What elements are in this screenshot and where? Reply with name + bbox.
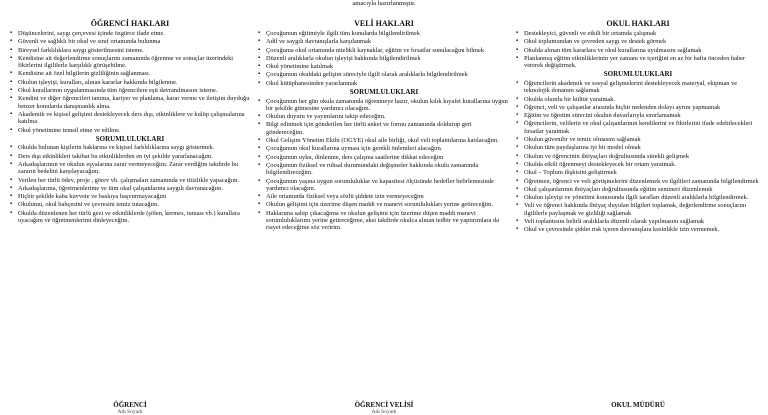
- responsibility-item: ▪ Çocuğumun uyku, dinlenme, ders çalışma saatlerine dikkat edeceğim: [258, 154, 510, 161]
- signature-parent: [258, 401, 510, 415]
- responsibility-item: ▪ Aile ortamında fiziksel veya sözlü şiddete izin vermeyeceğim: [258, 193, 510, 200]
- parent-responsibilities-list: [258, 98, 510, 232]
- right-item: ▪ Çocuğuma okul ortamında nitelikli kaynaklar, eğitim ve fırsatlar sunulacağını bilmek: [258, 47, 510, 54]
- student-responsibilities-heading: SORUMLULUKLARI: [95, 134, 165, 143]
- responsibility-item: ▪ Okulda olumlu bir kültür yaratmak.: [516, 96, 760, 103]
- parent-responsibilities-heading: SORUMLULUKLARI: [349, 88, 419, 97]
- responsibility-item: ▪ Eğitim ve öğretim sürecini okulun duvarlarıyla sınırlamamak: [516, 112, 760, 119]
- responsibility-item: ▪ Arkadaşlarımın ve okulun eşyalarına zarar vermeyeceğim. Zarar verdiğim takdirde bu zararın bedelini karşılayacağım.: [10, 161, 250, 176]
- responsibility-item: ▪ Çocuğumun fiziksel ve ruhsal durumundaki değişmeler hakkında okulu zamanında bilgilendireceğim.: [258, 162, 510, 177]
- signature-principal: [516, 401, 760, 409]
- right-item: ▪ Okul kurallarının uygulanmasında tüm öğrencilere eşit davranılmasını isteme.: [10, 87, 250, 94]
- responsibility-item: ▪ Çocuğumun okul kurallarına uyması için gerekli önlemleri alacağım.: [258, 145, 510, 152]
- responsibility-item: ▪ Okulun duyuru ve yayımlarını takip edeceğim.: [258, 113, 510, 120]
- responsibility-item: ▪ Ders dışı etkinlikleri takibat bu etkinliklerden en iyi şekilde yararlanacağım.: [10, 153, 250, 160]
- responsibility-item: ▪ Okul – Toplum ilişkisini geliştirmek: [516, 169, 760, 176]
- responsibility-item: ▪ Arkadaşlarıma, öğretmenlerime ve tüm okul çalışanlarına saygılı davranacağım.: [10, 185, 250, 192]
- right-item: ▪ Adil ve saygılı davranışlarla karşılanmak: [258, 38, 510, 45]
- responsibility-item: ▪ Okul ve çevresinde şiddet risk içeren davranışlara kesinlikle izin vermemek.: [516, 226, 760, 233]
- responsibility-item: ▪ Okulda düzenlenen her türlü gezi ve etkinliklerde (şölen, kermes, tuması vb.) kurallara uyacağım ve öğretmenlerimi dinleyeceğim.: [10, 210, 250, 225]
- right-item: ▪ Kendini ve diğer öğrencileri tanıma, kariyer ve planlama, karar verme ve iletişim duyduğu benzer konularda danışmanlık alma.: [10, 95, 250, 110]
- intro-note: amacıyla hazırlanmıştır.: [352, 0, 416, 7]
- right-item: ▪ Akademik ve kişisel gelişimi destekleyecek ders dışı, etkinliklere ve kulüp çalışmalarına katılma: [10, 111, 250, 126]
- signature-principal-title: OKUL MÜDÜRÜ: [611, 401, 665, 409]
- right-item: ▪ Düzenli aralıklarla okulun işleyişi hakkında bilgilendirilmek: [258, 55, 510, 62]
- right-item: ▪ Kendisine ait özel bilgilerin gizliliğinin sağlanması.: [10, 70, 250, 77]
- responsibility-item: ▪ Okulun güvenilir ve temiz olmasını sağlamak: [516, 136, 760, 143]
- right-item: ▪ Düşüncelerini, saygı çerçevesi içinde özgürce ifade etme.: [10, 30, 250, 37]
- signature-parent-sub: Adı Soyadı: [371, 409, 397, 415]
- right-item: ▪ Okul kütüphanesinden yararlanmak: [258, 80, 510, 87]
- responsibility-item: ▪ Çocuğumun yaşına uygun sorumluluklar ve kapasitesi ölçüsünde hedefler belirlemesinde yardımcı olacağım.: [258, 178, 510, 193]
- right-item: ▪ Okulda alınan tüm kararlara ve okul kurallarına uyulmasını sağlamak: [516, 47, 760, 54]
- responsibility-item: ▪ Veli toplantısını belirli aralıklarla düzenli olarak yapılmasını sağlamak: [516, 218, 760, 225]
- right-item: ▪ Bireysel farklılıklara saygı gösterilmesini isteme.: [10, 47, 250, 54]
- parent-rights-heading: VELİ HAKLARI: [354, 19, 414, 28]
- column-student: [10, 19, 250, 225]
- right-item: ▪ Okul yönetimine katılmak: [258, 63, 510, 70]
- school-responsibilities-heading: SORUMLULUKLARI: [603, 70, 673, 79]
- right-item: ▪ Okulun işleyişi, kuralları, alınan kararlar hakkında bilgilenme.: [10, 79, 250, 86]
- responsibility-item: ▪ Çocuğumun her gün okula zamanında öğrenmeye hazır, okulun kılık kıyafet kurallarına uygun bir şekilde gitmesine yardımcı olacağım.: [258, 98, 510, 113]
- responsibility-item: ▪ Haklarıma sahip çıkacağıma ve okulun gelişimi için üzerime düşen maddi manevi sorumluluklarımı yerine getireceğime, aksi takdirde okulca alınan tedbir ve yaptırımlara da riayet edeceğime söz veririm.: [258, 210, 510, 232]
- school-rights-list: [516, 30, 760, 69]
- student-responsibilities-list: [10, 144, 250, 224]
- responsibility-item: ▪ Veli ve öğrenci hakkında ihtiyaç duyulan bilgileri toplamak, değerlendirme sonuçlarını ilgililerle paylaşmak ve gizliliği sağlamak: [516, 202, 760, 217]
- responsibility-item: ▪ Okulun ve öğrencinin ihtiyaçları doğrultusunda sürekli gelişmek: [516, 153, 760, 160]
- right-item: ▪ Güvenli ve sağlıklı bir okul ve sınıf ortamında bulunma: [10, 38, 250, 45]
- column-school: [516, 19, 760, 235]
- responsibility-item: ▪ Öğretmen, öğrenci ve veli görüşmelerini düzenlemek ve ilgilileri zamanında bilgilendirmek: [516, 178, 760, 185]
- signature-student: [10, 401, 250, 415]
- responsibility-item: ▪ Öğrencilerin, velilerin ve okul çalışanlarının kendilerini ve fikirlerini ifade edebilecekleri fırsatlar yaratmak: [516, 120, 760, 135]
- column-parent: [258, 19, 510, 233]
- responsibility-item: ▪ Hiçbir şekilde kaba kuvvete ve baskıya başvurmayacağım: [10, 193, 250, 200]
- parent-rights-list: [258, 30, 510, 87]
- right-item: ▪ Çocuğumun eğitimiyle ilgili tüm konularda bilgilendirilmek: [258, 30, 510, 37]
- responsibility-item: ▪ Okulun tüm paydaşlarına iyi bir model olmak: [516, 144, 760, 151]
- right-item: ▪ Okul yönetimine temsil etme ve edilme.: [10, 127, 250, 134]
- student-rights-list: [10, 30, 250, 134]
- right-item: ▪ Planlanmış eğitim etkinliklerinin yer zamanı ve içeriğini en az bir hafta önceden haber vererek değiştirmek.: [516, 55, 760, 70]
- school-responsibilities-list: [516, 80, 760, 234]
- responsibility-item: ▪ Okulun gelişimi için üzerime düşen maddi ve manevi sorumlulukları yerine getireceğim.: [258, 201, 510, 208]
- responsibility-item: ▪ Okulda etkili öğrenmeyi destekleyecek bir ortam yaratmak.: [516, 161, 760, 168]
- responsibility-item: ▪ Öğrencilerin akademik ve sosyal gelişmelerini destekleyecek materyal, ekipman ve teknolojik donanım sağlamak: [516, 80, 760, 95]
- student-rights-heading: ÖĞRENCİ HAKLARI: [90, 19, 170, 28]
- responsibility-item: ▪ Öğrenci, veli ve çalışanlar arasında hiçbir nedenden dolayı ayrım yapmamak: [516, 104, 760, 111]
- responsibility-item: ▪ Bilgi edinmek için gönderilen her türlü anket ve formu zamanında doldurup geri göndereceğim.: [258, 121, 510, 136]
- responsibility-item: ▪ Okulun işleyişi ve yönetimi konusunda ilgili tarafları düzenli aralıklarla bilgilendirmek.: [516, 194, 760, 201]
- signature-student-title: ÖĞRENCİ: [113, 401, 147, 409]
- right-item: ▪ Çocuğumun okuldaki gelişim süreciyle ilgili olarak aralıklarla bilgilendirilmek: [258, 71, 510, 78]
- right-item: ▪ Kendisine ait değerlendirme sonuçlarını zamanında öğrenme ve sonuçlar üzerindeki fikirlerini ilgililerle karşılıklı görüşebilme.: [10, 55, 250, 70]
- signature-parent-title: ÖĞRENCİ VELİSİ: [354, 401, 414, 409]
- responsibility-item: ▪ Okul Gelişim Yönetim Ekibi (OGYE) okul aile birliği, okul veli toplantılarına katılacağım.: [258, 137, 510, 144]
- school-rights-heading: OKUL HAKLARI: [606, 19, 670, 28]
- signature-student-sub: Adı Soyadı: [117, 409, 143, 415]
- responsibility-item: ▪ Verilen her türlü ödev, proje , görev vb. çalışmaları zamanında ve titizlikle yapacağım.: [10, 177, 250, 184]
- responsibility-item: ▪ Okulda bulunan kişilerin haklarına ve kişisel farklılıklarına saygı göstermek.: [10, 144, 250, 151]
- right-item: ▪ Destekleyici, güvenli ve etkili bir ortamda çalışmak: [516, 30, 760, 37]
- right-item: ▪ Okul toplumundan ve çevreden saygı ve destek görmek: [516, 38, 760, 45]
- responsibility-item: ▪ Okulumu, okul bahçesini ve çevresini temiz tutacağım.: [10, 201, 250, 208]
- responsibility-item: ▪ Okul çalışanlarının ihtiyaçları doğrultusunda eğitim semineri düzenlemek: [516, 186, 760, 193]
